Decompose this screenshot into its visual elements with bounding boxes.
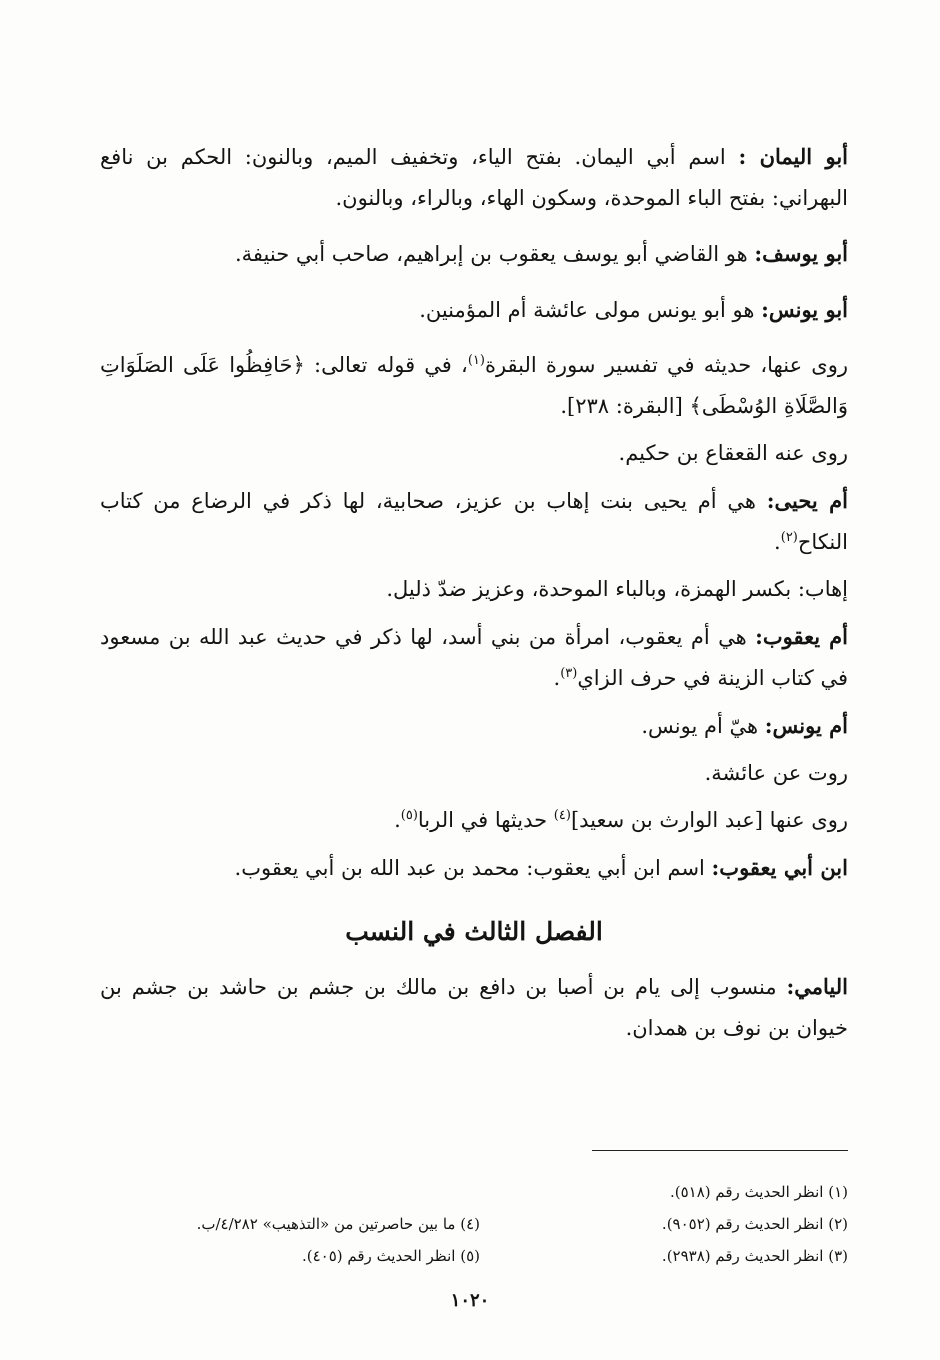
entry-term: ابن أبي يعقوب: [711, 855, 848, 880]
footnote-separator [592, 1150, 848, 1151]
narration-text: روى عنها، حديثه في تفسير سورة البقرة [484, 353, 848, 377]
narration-paragraph: روت عن عائشة. [704, 761, 848, 785]
footnote: (٤) ما بين حاصرتين من «التذهيب» ٤/٢٨٢/ب. [196, 1215, 480, 1233]
entry-text: هو أبو يونس مولى عائشة أم المؤمنين. [419, 298, 762, 322]
entry-umm-yaqub [100, 616, 848, 699]
narration-text: . [394, 808, 401, 832]
narration-text: ، في قوله تعالى: ﴿حَافِظُوا عَلَى الصَلَوَاتِ وَالصَّلَاةِ الوُسْطَى﴾ [البقرة: ٢٣٨]. [100, 353, 848, 418]
entry-text: اسم ابن أبي يعقوب: محمد بن عبد الله بن أبي يعقوب. [234, 856, 712, 880]
entry-term: أم يحيى: [766, 488, 849, 513]
entry-abu-yusuf [100, 233, 848, 275]
entry-text: اسم أبي اليمان. بفتح الياء، وتخفيف الميم، وبالنون: الحكم بن نافع البهراني: بفتح الباء الموحدة، وسكون الهاء، وبالراء، وبالنون. [100, 145, 848, 210]
entry-text: هي أم يحيى بنت إهاب بن عزيز، صحابية، لها ذكر في الرضاع من كتاب النكاح [100, 489, 848, 554]
footnotes-right-column [548, 1176, 848, 1272]
footnote-ref: (٤) [553, 808, 571, 823]
entry-term: اليامي: [786, 974, 848, 999]
footnote-ref: (٢) [780, 530, 798, 545]
entry-text: . [553, 666, 561, 690]
entry-ibn-abi-yaqub [100, 847, 848, 889]
entry-abu-yunus [100, 289, 848, 331]
footnote-ref: (٥) [400, 808, 418, 823]
footnote: (١) انظر الحديث رقم (٥١٨). [669, 1183, 848, 1201]
narration-paragraph [100, 800, 848, 841]
section-heading: الفصل الثالث في النسب [345, 917, 603, 946]
entry-text: هي أم يعقوب، امرأة من بني أسد، لها ذكر في حديث عبد الله بن مسعود في كتاب الزينة في حرف الزاي [100, 625, 848, 690]
entry-term: أم يعقوب: [755, 624, 848, 649]
entry-term: أم يونس: [764, 713, 848, 738]
narration-paragraph: روى عنه القعقاع بن حكيم. [618, 441, 848, 465]
entry-text: هو القاضي أبو يوسف يعقوب بن إبراهيم، صاحب أبي حنيفة. [235, 242, 755, 266]
narration-paragraph [100, 345, 848, 427]
footnote-ref: (٣) [560, 666, 578, 681]
page-number: ١٠٢٠ [450, 1290, 490, 1311]
entry-term: أبو يوسف: [754, 241, 848, 266]
entry-term: أبو اليمان : [738, 144, 848, 169]
footnote: (٣) انظر الحديث رقم (٢٩٣٨). [661, 1247, 848, 1265]
entry-text: . [774, 530, 781, 554]
entry-al-yami [100, 966, 848, 1049]
entry-term: أبو يونس: [761, 297, 848, 322]
narration-text: روى عنها [عبد الوارث بن سعيد] [570, 808, 848, 832]
entry-abu-al-yaman [100, 136, 848, 219]
footnote-ref: (١) [467, 353, 485, 368]
ihab-note: إهاب: بكسر الهمزة، وبالباء الموحدة، وعزيز ضدّ ذليل. [386, 577, 848, 601]
entry-text: هيّ أم يونس. [641, 714, 765, 738]
footnote: (٥) انظر الحديث رقم (٤٠٥). [301, 1247, 480, 1265]
entry-umm-yahya [100, 480, 848, 563]
footnotes-left-column [100, 1208, 480, 1272]
entry-umm-yunus [100, 705, 848, 747]
footnote: (٢) انظر الحديث رقم (٩٠٥٢). [661, 1215, 848, 1233]
narration-text: حديثها في الربا [417, 808, 554, 832]
entry-text: منسوب إلى يام بن أصبا بن دافع بن مالك بن جشم بن حاشد بن جشم بن خيوان بن نوف بن همدان. [100, 975, 848, 1040]
main-text [100, 136, 848, 1063]
